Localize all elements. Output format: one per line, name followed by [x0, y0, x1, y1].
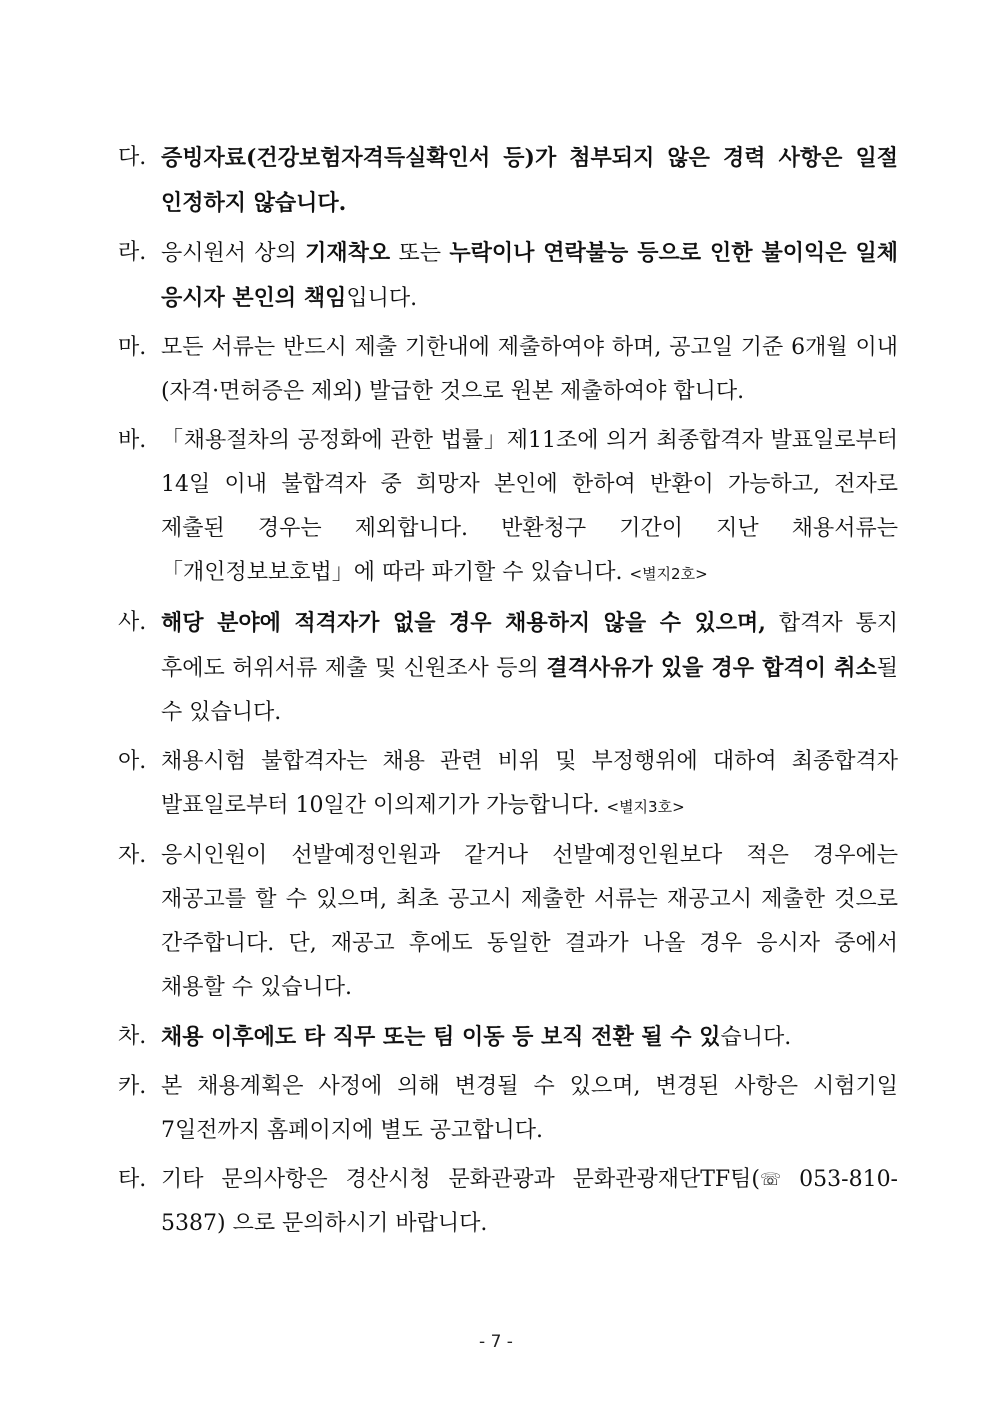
text-segment: 채용시험 불합격자는 채용 관련 비위 및 부정행위에 대하여 최종합격자 발표일로부터 10일간 이의제기가 가능합니다. — [161, 749, 898, 818]
text-segment: 본 채용계획은 사정에 의해 변경될 수 있으며, 변경된 사항은 시험기일 7일전까지 홈페이지에 별도 공고합니다. — [161, 1074, 898, 1143]
text-segment: 응시인원이 선발예정인원과 같거나 선발예정인원보다 적은 경우에는 재공고를 할 수 있으며, 최초 공고시 제출한 서류는 재공고시 제출한 것으로 간주합니다. 단, 재공고 후에도 동일한 결과가 나올 경우 응시자 중에서 채용할 수 있습니다. — [161, 843, 898, 1000]
item-marker: 차. — [118, 1024, 147, 1049]
text-segment: 합격자 통지 후에도 허위서류 제출 및 신원조사 등의 — [161, 611, 899, 681]
bold-text-segment: 누락이나 연락불능 등으로 인한 불이익은 일체 응시자 본인의 책임 — [161, 240, 899, 311]
bold-text-segment: 증빙자료(건강보험자격득실확인서 등)가 첨부되지 않은 경력 사항은 일절 인정하지 않습니다. — [161, 145, 898, 216]
item-text — [161, 1158, 898, 1246]
item-text — [161, 740, 898, 829]
item-marker: 카. — [118, 1074, 147, 1099]
text-segment: 입니다. — [346, 286, 418, 311]
bold-text-segment: 기재착오 — [305, 240, 391, 266]
list-item — [118, 419, 898, 596]
item-text — [161, 419, 898, 596]
list-item — [118, 326, 898, 414]
text-segment: 모든 서류는 반드시 제출 기한내에 제출하여야 하며, 공고일 기준 6개월 이내(자격·면허증은 제외) 발급한 것으로 원본 제출하여야 합니다. — [161, 335, 898, 404]
text-segment: 응시원서 상의 — [161, 241, 306, 266]
bold-text-segment: 결격사유가 있을 경우 합격이 취소 — [546, 655, 877, 681]
list-item — [118, 834, 898, 1010]
list-item — [118, 740, 898, 829]
text-segment: 또는 — [390, 241, 450, 266]
item-marker: 라. — [118, 240, 147, 265]
item-text — [161, 1065, 898, 1153]
text-segment: 기타 문의사항은 경산시청 문화관광과 문화관광재단TF팀( — [161, 1167, 760, 1192]
telephone-icon: ☏ — [759, 1170, 782, 1190]
appendix-reference: <별지2호> — [629, 565, 708, 583]
list-item — [118, 1158, 898, 1246]
item-text — [161, 326, 898, 414]
item-marker: 사. — [118, 610, 147, 635]
bold-text-segment: 채용 이후에도 타 직무 또는 팀 이동 등 보직 전환 될 수 있 — [161, 1024, 721, 1050]
list-item — [118, 1065, 898, 1153]
item-marker: 바. — [118, 428, 147, 453]
item-text — [161, 601, 898, 735]
text-segment: 053-810-5387) 으로 문의하시기 바랍니다. — [161, 1167, 898, 1236]
item-text — [161, 1015, 898, 1060]
list-item — [118, 601, 898, 735]
text-segment: 「채용절차의 공정화에 관한 법률」제11조에 의거 최종합격자 발표일로부터 14일 이내 불합격자 중 희망자 본인에 한하여 반환이 가능하고, 전자로 제출된 경우는 제외합니다. 반환청구 기간이 지난 채용서류는 「개인정보보호법」에 따라 파기할 수 있습니다. — [161, 428, 898, 585]
item-marker: 다. — [118, 145, 147, 170]
page-number: - 7 - — [479, 1332, 513, 1352]
item-marker: 마. — [118, 335, 147, 360]
item-marker: 자. — [118, 843, 147, 868]
bold-text-segment: 해당 분야에 적격자가 없을 경우 채용하지 않을 수 있으며, — [161, 610, 766, 636]
item-text — [161, 231, 898, 321]
list-item — [118, 231, 898, 321]
item-text — [161, 136, 898, 226]
text-segment: 습니다. — [720, 1025, 792, 1050]
item-marker: 타. — [118, 1167, 147, 1192]
appendix-reference: <별지3호> — [606, 798, 685, 816]
list-item — [118, 1015, 898, 1060]
item-text — [161, 834, 898, 1010]
notice-list — [118, 136, 898, 1251]
text-segment: 될 수 있습니다. — [161, 656, 899, 725]
item-marker: 아. — [118, 749, 147, 774]
list-item — [118, 136, 898, 226]
